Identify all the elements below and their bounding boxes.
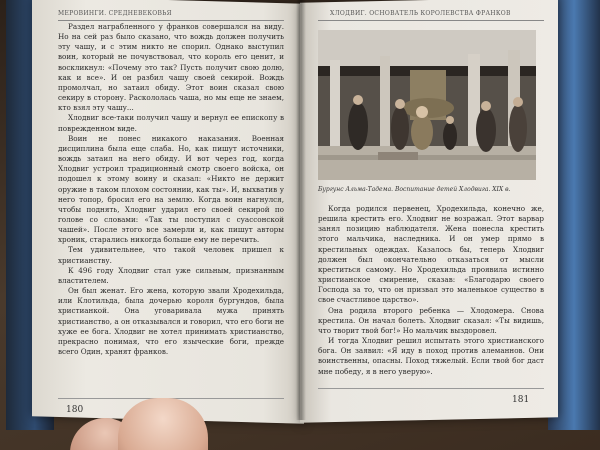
left-paragraph: Хлодвиг все-таки получил чашу и вернул ее епископу в поврежденном виде. bbox=[58, 113, 284, 133]
historical-painting-illustration bbox=[318, 30, 536, 180]
illustration-caption: Бургунс Альма-Тадема. Воспитание детей Хлодвига. XIX в. bbox=[318, 186, 511, 193]
left-text-block bbox=[58, 22, 284, 357]
right-head-rule bbox=[318, 20, 544, 21]
right-running-head: ХЛОДВИГ. ОСНОВАТЕЛЬ КОРОЛЕВСТВА ФРАНКОВ bbox=[330, 10, 511, 17]
painting-image bbox=[318, 30, 536, 180]
left-running-head: МЕРОВИНГИ. СРЕДНЕВЕКОВЬЯ bbox=[58, 10, 172, 17]
left-paragraph: Воин не понес никакого наказания. Военная дисциплина была еще слаба. Но, как пишут источники, вождь затаил на него обиду. И вот через год, когда Хлодвиг устроил традиционный смотр своего войска, он подошел к этому воину и сказал: «Никто не держит оружие в таком плохом состоянии, как ты». И, выхватив у него топор, бросил его на землю. Когда воин нагнулся, чтобы поднять, Хлодвиг ударил его своей секирой по голове со словами: «Так ты поступил с суассонской чашей». После этого все замерли и, как пишут авторы хроник, старались никогда больше ему не перечить. bbox=[58, 133, 284, 245]
right-paragraph: Когда родился первенец, Хродехильда, конечно же, решила крестить его. Хлодвиг не возражал. Этот варвар занял позицию наблюдателя. Жена понесла крестить этого мальчика, наследника. И он умер прямо в крестильных одеждах. Казалось бы, теперь Хлодвиг должен был окончательно отказаться от мысли креститься самому. Но Хродехильда проявила истинно христианское смирение, сказав: «Благодарю своего Господа за то, что он призвал это маленькое существо в свое счастливое царство». bbox=[318, 204, 544, 305]
right-paragraph: Она родила второго ребенка — Хлодомера. Снова крестила. Он начал болеть. Хлодвиг сказал: «Ты видишь, что творит твой бог!» Но мальчик выздоровел. bbox=[318, 305, 544, 335]
left-paragraph: Тем удивительнее, что такой человек пришел к христианству. bbox=[58, 245, 284, 265]
left-head-rule bbox=[58, 20, 284, 21]
left-paragraph: Раздел награбленного у франков совершался на виду. Но на сей раз было сказано, что вождь должен получить эту чашу, и с этим никто не спорил. Однако выступил воин, который не почувствовал, что король его ценит, и воскликнул: «Почему это так? Пусть получит свою долю, как и все». И он разбил чашу своей секирой. Вождь промолчал, но затаил обиду. Этот воин сказал свою секиру в сторону. Раскололась чаша, но мы еще не знаем, кто взял эту чашу... bbox=[58, 22, 284, 113]
right-paragraph: И тогда Хлодвиг решил испытать этого христианского бога. Он заявил: «Я иду в поход против алеманнов. Они воинственны, опасны. Поход тяжелый. Если твой бог даст мне победу, я в него уверую». bbox=[318, 336, 544, 376]
right-text-block bbox=[318, 204, 544, 377]
book-gutter bbox=[296, 0, 306, 420]
left-paragraph: Он был женат. Его жена, которую звали Хродехильда, или Клотильда, была дочерью короля бургундов, была христианкой. Она уговаривала мужа принять христианство, а он отказывался и говорил, что его боги не хуже ее бога. Хлодвиг не хотел принимать христианство, прекрасно понимая, что его языческие боги, прежде всего Один, хранят франков. bbox=[58, 286, 284, 356]
left-paragraph: К 496 году Хлодвиг стал уже сильным, признанным властителем. bbox=[58, 265, 284, 285]
right-page-number: 181 bbox=[512, 395, 530, 405]
left-page-number: 180 bbox=[66, 405, 84, 415]
right-foot-rule bbox=[318, 388, 544, 389]
